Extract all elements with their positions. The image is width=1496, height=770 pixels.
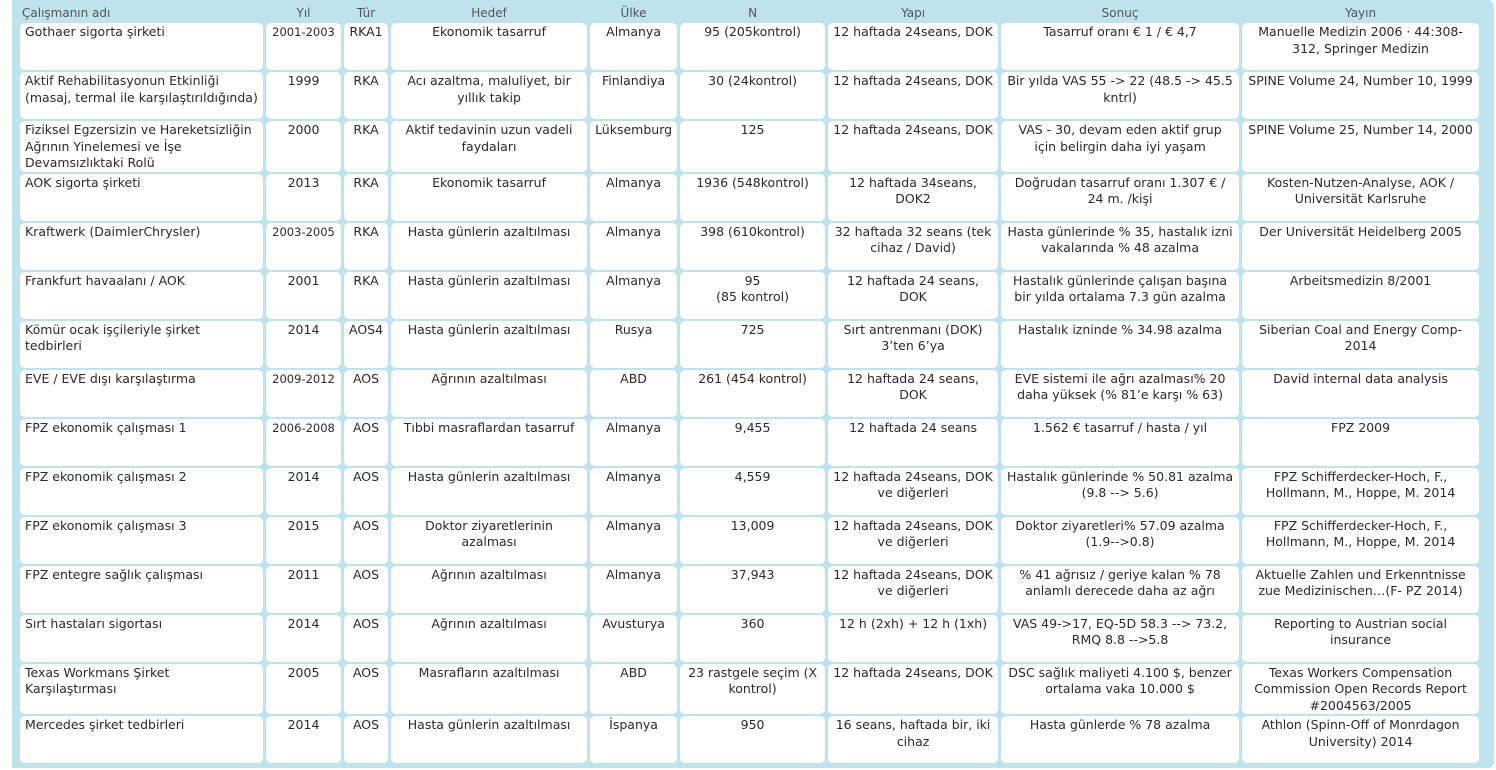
cell-goal: Hasta günlerin azaltılması	[391, 468, 587, 515]
cell-structure: 12 haftada 24seans, DOK	[828, 72, 998, 119]
cell-result: Hastalık günlerinde % 50.81 azalma (9.8 --> 5.6)	[1001, 468, 1239, 515]
cell-n: 360	[680, 615, 825, 662]
cell-goal: Ağrının azaltılması	[391, 370, 587, 417]
cell-year: 2006-2008	[266, 419, 341, 466]
cell-structure: 12 haftada 24seans, DOK	[828, 664, 998, 715]
cell-result: Hastalık günlerinde çalışan başına bir yılda ortalama 7.3 gün azalma	[1001, 272, 1239, 319]
cell-n: 950	[680, 716, 825, 763]
cell-publication: Kosten-Nutzen-Analyse, AOK / Universität Karlsruhe	[1242, 174, 1479, 221]
cell-year: 2014	[266, 321, 341, 368]
cell-year: 1999	[266, 72, 341, 119]
cell-goal: Doktor ziyaretlerinin azalması	[391, 517, 587, 564]
cell-type: RKA	[344, 121, 388, 172]
cell-study-name: Texas Workmans Şirket Karşılaştırması	[20, 664, 263, 715]
cell-structure: 32 haftada 32 seans (tek cihaz / David)	[828, 223, 998, 270]
cell-country: ABD	[590, 664, 677, 715]
cell-type: AOS	[344, 468, 388, 515]
table-row	[20, 223, 1479, 270]
header-goal: Hedef	[471, 6, 507, 20]
cell-publication: SPINE Volume 24, Number 10, 1999	[1242, 72, 1479, 119]
table-row	[20, 566, 1479, 613]
cell-result: Doktor ziyaretleri% 57.09 azalma (1.9-->0.8)	[1001, 517, 1239, 564]
header-result: Sonuç	[1101, 6, 1139, 20]
cell-year: 2015	[266, 517, 341, 564]
cell-country: Almanya	[590, 566, 677, 613]
cell-study-name: Sırt hastaları sigortası	[20, 615, 263, 662]
cell-publication: Texas Workers Compensation Commission Open Records Report #2004563/2005	[1242, 664, 1479, 715]
cell-study-name: Gothaer sigorta şirketi	[20, 23, 263, 70]
cell-year: 2001-2003	[266, 23, 341, 70]
cell-country: İspanya	[590, 716, 677, 763]
cell-country: Finlandiya	[590, 72, 677, 119]
cell-structure: 12 h (2xh) + 12 h (1xh)	[828, 615, 998, 662]
cell-country: Avusturya	[590, 615, 677, 662]
cell-publication: David internal data analysis	[1242, 370, 1479, 417]
cell-type: AOS	[344, 664, 388, 715]
cell-type: AOS	[344, 517, 388, 564]
cell-country: Lüksemburg	[590, 121, 677, 172]
cell-n: 1936 (548kontrol)	[680, 174, 825, 221]
cell-result: 1.562 € tasarruf / hasta / yıl	[1001, 419, 1239, 466]
cell-year: 2013	[266, 174, 341, 221]
cell-year: 2005	[266, 664, 341, 715]
table-row	[20, 370, 1479, 417]
cell-type: AOS4	[344, 321, 388, 368]
cell-publication: FPZ Schifferdecker-Hoch, F., Hollmann, M., Hoppe, M. 2014	[1242, 517, 1479, 564]
cell-n: 95 (205kontrol)	[680, 23, 825, 70]
cell-structure: 12 haftada 24 seans, DOK	[828, 370, 998, 417]
cell-publication: Siberian Coal and Energy Comp- 2014	[1242, 321, 1479, 368]
cell-result: Doğrudan tasarruf oranı 1.307 € / 24 m. /kişi	[1001, 174, 1239, 221]
cell-n: 23 rastgele seçim (X kontrol)	[680, 664, 825, 715]
table-row	[20, 419, 1479, 466]
cell-study-name: Mercedes şirket tedbirleri	[20, 716, 263, 763]
cell-publication: Arbeitsmedizin 8/2001	[1242, 272, 1479, 319]
cell-n: 4,559	[680, 468, 825, 515]
table-row	[20, 174, 1479, 221]
header-publication: Yayın	[1345, 6, 1377, 20]
cell-year: 2014	[266, 716, 341, 763]
cell-result: VAS - 30, devam eden aktif grup için belirgin daha iyi yaşam	[1001, 121, 1239, 172]
cell-n: 95 (85 kontrol)	[680, 272, 825, 319]
cell-publication: Der Universität Heidelberg 2005	[1242, 223, 1479, 270]
cell-year: 2014	[266, 615, 341, 662]
cell-result: EVE sistemi ile ağrı azalması% 20 daha yüksek (% 81’e karşı % 63)	[1001, 370, 1239, 417]
cell-type: RKA	[344, 72, 388, 119]
table-row	[20, 716, 1479, 763]
cell-publication: Reporting to Austrian social insurance	[1242, 615, 1479, 662]
cell-goal: Aktif tedavinin uzun vadeli faydaları	[391, 121, 587, 172]
table-row	[20, 517, 1479, 564]
table-row	[20, 121, 1479, 172]
table-row	[20, 72, 1479, 119]
cell-study-name: FPZ ekonomik çalışması 3	[20, 517, 263, 564]
cell-result: Hasta günlerde % 78 azalma	[1001, 716, 1239, 763]
cell-study-name: FPZ ekonomik çalışması 2	[20, 468, 263, 515]
cell-goal: Hasta günlerin azaltılması	[391, 272, 587, 319]
cell-n: 13,009	[680, 517, 825, 564]
cell-year: 2009-2012	[266, 370, 341, 417]
cell-n: 725	[680, 321, 825, 368]
cell-goal: Tıbbi masraflardan tasarruf	[391, 419, 587, 466]
table-row	[20, 468, 1479, 515]
cell-n: 398 (610kontrol)	[680, 223, 825, 270]
cell-result: DSC sağlık maliyeti 4.100 $, benzer ortalama vaka 10.000 $	[1001, 664, 1239, 715]
cell-structure: 12 haftada 24 seans, DOK	[828, 272, 998, 319]
cell-country: Almanya	[590, 468, 677, 515]
cell-structure: 12 haftada 24seans, DOK ve diğerleri	[828, 517, 998, 564]
cell-result: Tasarruf oranı € 1 / € 4,7	[1001, 23, 1239, 70]
header-row	[20, 5, 1479, 21]
cell-study-name: FPZ ekonomik çalışması 1	[20, 419, 263, 466]
table-row	[20, 321, 1479, 368]
cell-result: % 41 ağrısız / geriye kalan % 78 anlamlı derecede daha az ağrı	[1001, 566, 1239, 613]
cell-study-name: Fiziksel Egzersizin ve Hareketsizliğin Ağrının Yinelemesi ve İşe Devamsızlıktaki Rolü	[20, 121, 263, 172]
cell-country: Almanya	[590, 517, 677, 564]
cell-type: AOS	[344, 370, 388, 417]
cell-structure: 12 haftada 34seans, DOK2	[828, 174, 998, 221]
cell-result: Hastalık izninde % 34.98 azalma	[1001, 321, 1239, 368]
cell-result: Hasta günlerinde % 35, hastalık izni vakalarında % 48 azalma	[1001, 223, 1239, 270]
table-row	[20, 272, 1479, 319]
cell-n: 37,943	[680, 566, 825, 613]
cell-goal: Ağrının azaltılması	[391, 615, 587, 662]
cell-goal: Masrafların azaltılması	[391, 664, 587, 715]
cell-structure: Sırt antrenmanı (DOK) 3’ten 6’ya	[828, 321, 998, 368]
cell-goal: Ağrının azaltılması	[391, 566, 587, 613]
cell-year: 2001	[266, 272, 341, 319]
header-structure: Yapı	[901, 6, 926, 20]
cell-goal: Hasta günlerin azaltılması	[391, 321, 587, 368]
cell-type: RKA1	[344, 23, 388, 70]
table-row	[20, 664, 1479, 715]
cell-structure: 12 haftada 24seans, DOK	[828, 23, 998, 70]
cell-n: 125	[680, 121, 825, 172]
cell-result: Bir yılda VAS 55 -> 22 (48.5 -> 45.5 kntrl)	[1001, 72, 1239, 119]
cell-country: Almanya	[590, 23, 677, 70]
table-row	[20, 615, 1479, 662]
cell-study-name: Kömür ocak işçileriyle şirket tedbirleri	[20, 321, 263, 368]
header-study-name: Çalışmanın adı	[22, 6, 111, 20]
cell-type: RKA	[344, 223, 388, 270]
cell-n: 30 (24kontrol)	[680, 72, 825, 119]
cell-type: AOS	[344, 716, 388, 763]
cell-year: 2014	[266, 468, 341, 515]
cell-study-name: EVE / EVE dışı karşılaştırma	[20, 370, 263, 417]
cell-country: Almanya	[590, 223, 677, 270]
cell-year: 2011	[266, 566, 341, 613]
cell-structure: 12 haftada 24seans, DOK	[828, 121, 998, 172]
cell-publication: FPZ 2009	[1242, 419, 1479, 466]
header-n: N	[748, 6, 758, 20]
cell-type: AOS	[344, 566, 388, 613]
cell-structure: 12 haftada 24seans, DOK ve diğerleri	[828, 468, 998, 515]
cell-year: 2000	[266, 121, 341, 172]
cell-n: 9,455	[680, 419, 825, 466]
cell-study-name: AOK sigorta şirketi	[20, 174, 263, 221]
cell-country: Rusya	[590, 321, 677, 368]
cell-type: RKA	[344, 272, 388, 319]
cell-structure: 12 haftada 24seans, DOK ve diğerleri	[828, 566, 998, 613]
cell-study-name: Kraftwerk (DaimlerChrysler)	[20, 223, 263, 270]
cell-study-name: Frankfurt havaalanı / AOK	[20, 272, 263, 319]
cell-result: VAS 49->17, EQ-5D 58.3 --> 73.2, RMQ 8.8 -->5.8	[1001, 615, 1239, 662]
cell-type: AOS	[344, 615, 388, 662]
table-row	[20, 23, 1479, 70]
cell-study-name: FPZ entegre sağlık çalışması	[20, 566, 263, 613]
cell-goal: Hasta günlerin azaltılması	[391, 716, 587, 763]
cell-country: Almanya	[590, 419, 677, 466]
cell-structure: 12 haftada 24 seans	[828, 419, 998, 466]
cell-country: Almanya	[590, 174, 677, 221]
cell-goal: Hasta günlerin azaltılması	[391, 223, 587, 270]
cell-publication: Manuelle Medizin 2006 · 44:308-312, Springer Medizin	[1242, 23, 1479, 70]
cell-n: 261 (454 kontrol)	[680, 370, 825, 417]
cell-structure: 16 seans, haftada bir, iki cihaz	[828, 716, 998, 763]
cell-goal: Ekonomik tasarruf	[391, 23, 587, 70]
cell-publication: SPINE Volume 25, Number 14, 2000	[1242, 121, 1479, 172]
cell-publication: Aktuelle Zahlen und Erkenntnisse zue Medizinischen…(F- PZ 2014)	[1242, 566, 1479, 613]
cell-publication: Athlon (Spinn-Off of Monrdagon University) 2014	[1242, 716, 1479, 763]
cell-type: RKA	[344, 174, 388, 221]
cell-goal: Ekonomik tasarruf	[391, 174, 587, 221]
cell-country: Almanya	[590, 272, 677, 319]
header-country: Ülke	[620, 6, 647, 20]
header-year: Yıl	[296, 6, 311, 20]
cell-publication: FPZ Schifferdecker-Hoch, F., Hollmann, M., Hoppe, M. 2014	[1242, 468, 1479, 515]
cell-year: 2003-2005	[266, 223, 341, 270]
header-type: Tür	[356, 6, 376, 20]
cell-goal: Acı azaltma, maluliyet, bir yıllık takip	[391, 72, 587, 119]
cell-type: AOS	[344, 419, 388, 466]
studies-table	[17, 3, 1482, 765]
cell-study-name: Aktif Rehabilitasyonun Etkinliği (masaj, termal ile karşılaştırıldığında)	[20, 72, 263, 119]
cell-country: ABD	[590, 370, 677, 417]
